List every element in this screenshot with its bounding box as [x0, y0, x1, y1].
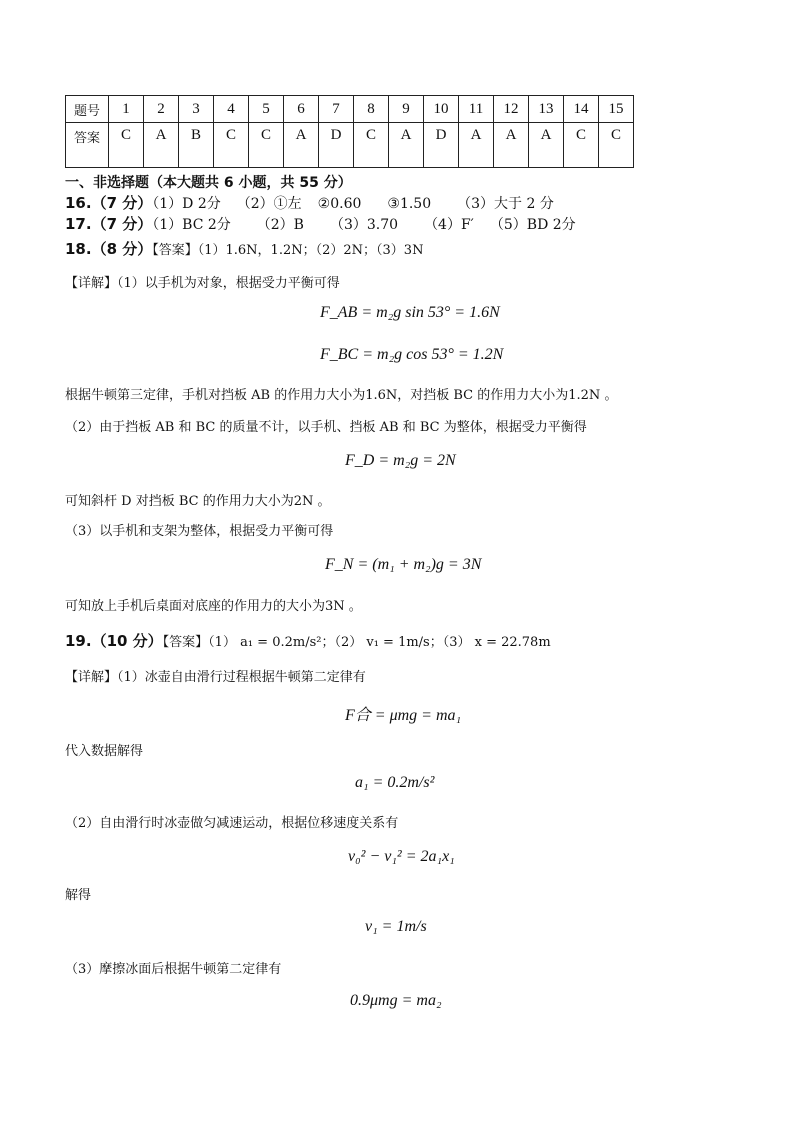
equation: 0.9μmg = ma₂	[350, 992, 442, 1009]
answer-table-answer-row	[66, 123, 634, 168]
paragraph: 解得	[65, 888, 92, 903]
answer-part: （4）F′	[424, 217, 474, 233]
equation: v₁ = 1m/s	[365, 918, 427, 935]
number-cell: 6	[284, 96, 319, 123]
number-cell: 14	[564, 96, 599, 123]
question-number: 16.（7 分）	[65, 194, 153, 212]
answer-cell: C	[564, 123, 599, 168]
answer-part: ③1.50	[387, 196, 432, 212]
question-number: 19.（10 分）	[65, 632, 163, 650]
answer-part: （3）3.70	[329, 217, 399, 233]
section-heading: 一、非选择题（本大题共 6 小题，共 55 分）	[65, 175, 352, 191]
answer-part: ②0.60	[317, 196, 362, 212]
paragraph: （2）自由滑行时冰壶做匀减速运动，根据位移速度关系有	[65, 816, 399, 831]
paragraph: 根据牛顿第三定律，手机对挡板 AB 的作用力大小为1.6N，对挡板 BC 的作用力大小为1.2N 。	[65, 388, 618, 403]
answer-cell: A	[529, 123, 564, 168]
number-cell: 2	[144, 96, 179, 123]
answer-summary: 【答案】（1）1.6N，1.2N；（2）2N；（3）3N	[152, 243, 424, 258]
paragraph: 可知放上手机后桌面对底座的作用力的大小为3N 。	[65, 599, 362, 614]
number-cell: 11	[459, 96, 494, 123]
equation: F_AB = m₂g sin 53° = 1.6N	[320, 304, 500, 321]
answer-cell: A	[389, 123, 424, 168]
number-cell: 10	[424, 96, 459, 123]
answer-cell: A	[459, 123, 494, 168]
answer-cell: D	[319, 123, 354, 168]
answer-cell: A	[284, 123, 319, 168]
number-cell: 3	[179, 96, 214, 123]
answer-cell: C	[599, 123, 634, 168]
paragraph: 代入数据解得	[65, 744, 144, 759]
equation: v₀² − v₁² = 2a₁x₁	[348, 848, 455, 865]
question-19-header	[65, 630, 551, 651]
table-header-cell: 题号	[66, 96, 109, 123]
equation: F_BC = m₂g cos 53° = 1.2N	[320, 346, 504, 363]
equation: a₁ = 0.2m/s²	[355, 774, 435, 791]
paragraph: 可知斜杆 D 对挡板 BC 的作用力大小为2N 。	[65, 494, 331, 509]
answer-part: （2）①左	[236, 196, 302, 212]
paragraph: （3）以手机和支架为整体，根据受力平衡可得	[65, 524, 334, 539]
number-cell: 13	[529, 96, 564, 123]
answer-part: （1）D 2分	[152, 196, 221, 212]
paragraph: （3）摩擦冰面后根据牛顿第二定律有	[65, 962, 282, 977]
detail-intro: 【详解】（1）冰壶自由滑行过程根据牛顿第二定律有	[65, 670, 366, 685]
answer-cell: D	[424, 123, 459, 168]
number-cell: 7	[319, 96, 354, 123]
answer-cell: C	[109, 123, 144, 168]
question-17	[65, 213, 576, 234]
table-header-cell: 答案	[66, 123, 109, 168]
question-number: 17.（7 分）	[65, 215, 153, 233]
answer-part: （5）BD 2分	[489, 217, 576, 233]
number-cell: 5	[249, 96, 284, 123]
answer-cell: C	[249, 123, 284, 168]
question-number: 18.（8 分）	[65, 240, 153, 258]
answer-cell: A	[144, 123, 179, 168]
equation: F_N = (m₁ + m₂)g = 3N	[325, 556, 482, 573]
answer-cell: C	[354, 123, 389, 168]
answer-table	[65, 95, 634, 168]
answer-summary: 【答案】（1） a₁ = 0.2m/s²；（2） v₁ = 1m/s；（3） x = 22.78m	[162, 635, 551, 650]
answer-part: （1）BC 2分	[152, 217, 231, 233]
number-cell: 15	[599, 96, 634, 123]
number-cell: 4	[214, 96, 249, 123]
number-cell: 8	[354, 96, 389, 123]
question-18-header	[65, 238, 423, 259]
equation: F合 = μmg = ma₁	[345, 707, 462, 724]
number-cell: 9	[389, 96, 424, 123]
answer-part: （2）B	[256, 217, 304, 233]
answer-table-number-row	[66, 96, 634, 123]
answer-part: （3）大于 2 分	[457, 196, 554, 212]
question-16	[65, 192, 554, 213]
number-cell: 1	[109, 96, 144, 123]
answer-cell: A	[494, 123, 529, 168]
answer-cell: C	[214, 123, 249, 168]
detail-intro: 【详解】（1）以手机为对象，根据受力平衡可得	[65, 276, 340, 291]
paragraph: （2）由于挡板 AB 和 BC 的质量不计，以手机、挡板 AB 和 BC 为整体，根据受力平衡得	[65, 420, 587, 435]
equation: F_D = m₂g = 2N	[345, 452, 456, 469]
number-cell: 12	[494, 96, 529, 123]
answer-cell: B	[179, 123, 214, 168]
